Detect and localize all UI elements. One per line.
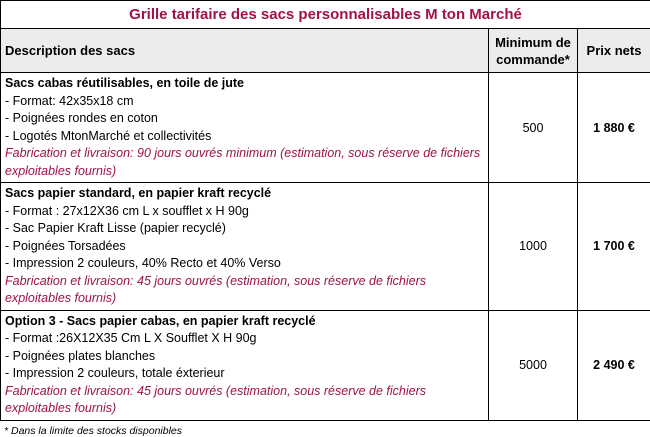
row-line: - Poignées plates blanches — [5, 348, 484, 366]
row-line: - Format :26X12X35 Cm L X Soufflet X H 90g — [5, 330, 484, 348]
header-minimum-line2: commande* — [496, 52, 570, 67]
row-minimum: 1000 — [489, 183, 578, 311]
row-price: 1 880 € — [578, 73, 650, 183]
row-description — [1, 183, 489, 311]
row-price: 2 490 € — [578, 310, 650, 420]
row-line: - Poignées Torsadées — [5, 238, 484, 256]
row-description — [1, 310, 489, 420]
row-line: - Impression 2 couleurs, totale éxterieur — [5, 365, 484, 383]
row-description — [1, 73, 489, 183]
row-line: - Format : 27x12X36 cm L x soufflet x H 90g — [5, 203, 484, 221]
header-minimum — [489, 29, 578, 73]
row-line: - Logotés MtonMarché et collectivités — [5, 128, 484, 146]
table-row — [1, 183, 650, 311]
row-line: - Sac Papier Kraft Lisse (papier recyclé) — [5, 220, 484, 238]
row-name: Sacs papier standard, en papier kraft recyclé — [5, 185, 484, 203]
row-minimum: 500 — [489, 73, 578, 183]
row-line: - Format: 42x35x18 cm — [5, 93, 484, 111]
row-price: 1 700 € — [578, 183, 650, 311]
table-row — [1, 73, 650, 183]
row-line: - Poignées rondes en coton — [5, 110, 484, 128]
row-line: - Impression 2 couleurs, 40% Recto et 40% Verso — [5, 255, 484, 273]
header-price: Prix nets — [578, 29, 650, 73]
table-row — [1, 310, 650, 420]
row-minimum: 5000 — [489, 310, 578, 420]
row-name: Sacs cabas réutilisables, en toile de jute — [5, 75, 484, 93]
footnote: * Dans la limite des stocks disponibles — [0, 425, 650, 437]
row-delivery-note: Fabrication et livraison: 45 jours ouvrés (estimation, sous réserve de fichiers exploitables fournis) — [5, 383, 484, 418]
row-delivery-note: Fabrication et livraison: 90 jours ouvrés minimum (estimation, sous réserve de fichiers exploitables fournis) — [5, 145, 484, 180]
header-minimum-line1: Minimum de — [495, 35, 571, 50]
header-row — [1, 29, 650, 73]
row-delivery-note: Fabrication et livraison: 45 jours ouvrés (estimation, sous réserve de fichiers exploitables fournis) — [5, 273, 484, 308]
table-title: Grille tarifaire des sacs personnalisables M ton Marché — [1, 1, 650, 29]
row-name: Option 3 - Sacs papier cabas, en papier kraft recyclé — [5, 313, 484, 331]
header-description: Description des sacs — [1, 29, 489, 73]
